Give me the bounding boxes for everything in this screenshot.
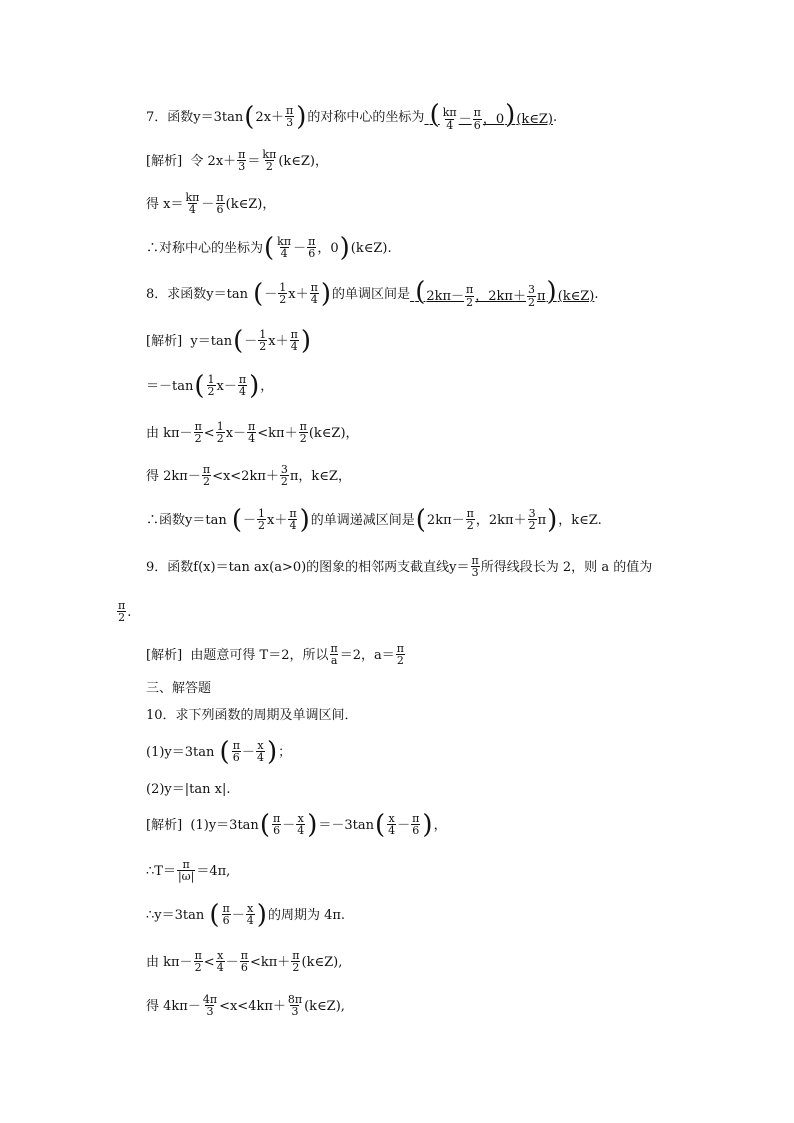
fraction	[290, 329, 299, 354]
q7-line	[146, 102, 557, 132]
q8-solution-line3	[146, 418, 359, 448]
answer-blank: ( $\frac{k\pi}{4}$ － $\frac{\pi}{6}$ ，0)(k∈Z)	[429, 100, 554, 132]
den: 3	[238, 160, 246, 174]
math: x＋	[268, 333, 289, 349]
num: π	[330, 641, 338, 655]
num: π	[248, 419, 256, 433]
den: 2	[118, 611, 126, 625]
fraction	[387, 813, 396, 838]
fraction	[202, 994, 218, 1019]
math: ，k∈Z.	[558, 512, 602, 528]
fraction	[471, 555, 480, 580]
math: ，0	[482, 112, 505, 128]
math: π	[537, 512, 547, 528]
fraction	[207, 374, 216, 399]
math: 2x＋	[255, 109, 285, 125]
fraction	[194, 421, 203, 446]
text: 由题意可得 T＝2，所以	[190, 647, 329, 663]
text: 函数f(x)＝tan ax(a>0)的图象的相邻两支截直线y＝	[167, 559, 470, 575]
den: 4	[246, 914, 254, 928]
fraction	[257, 508, 266, 533]
num: x	[388, 811, 395, 825]
fraction	[280, 464, 289, 489]
num: π	[289, 506, 297, 520]
math: (k∈Z),	[301, 954, 343, 970]
math: ，	[433, 817, 447, 833]
num: π	[118, 598, 126, 612]
math: y＝3tan	[193, 109, 244, 125]
fraction	[238, 374, 247, 399]
math: －	[243, 512, 257, 528]
fraction	[222, 903, 231, 928]
math: －	[293, 240, 307, 256]
fraction	[240, 950, 249, 975]
math: (k∈Z).	[350, 240, 392, 256]
fraction	[310, 282, 319, 307]
math: (k∈Z)	[516, 112, 554, 128]
math: <	[203, 425, 215, 441]
fraction	[232, 740, 241, 765]
math: ＝－3tan	[318, 817, 374, 833]
fraction	[307, 236, 316, 261]
text: 求函数y＝tan	[167, 286, 248, 302]
q7-solution-line3	[146, 233, 392, 263]
fraction	[296, 813, 305, 838]
den: 6	[216, 203, 224, 217]
num: π	[473, 106, 481, 120]
question-number: 9．	[146, 559, 168, 575]
num: π	[238, 147, 246, 161]
math: (k∈Z)	[225, 196, 263, 212]
math: (1)y＝3tan	[146, 744, 215, 760]
fraction	[396, 643, 405, 668]
fraction	[215, 192, 224, 217]
fraction	[216, 950, 225, 975]
q9-line1	[146, 552, 652, 582]
math: 得 2kπ－	[146, 468, 201, 484]
q10-solution-line4	[146, 947, 342, 977]
fraction	[330, 643, 339, 668]
math: 得 4kπ－	[146, 998, 201, 1014]
num: π	[194, 419, 202, 433]
section-title	[146, 673, 211, 703]
paren: )	[320, 279, 332, 309]
math: <x<2kπ＋	[212, 468, 279, 484]
question-number: 10．	[146, 707, 176, 723]
math: 由 kπ－	[146, 954, 193, 970]
fraction	[177, 859, 195, 884]
q9-solution	[146, 640, 406, 670]
num: x	[257, 738, 264, 752]
den: 6	[473, 118, 481, 132]
math: －	[244, 333, 258, 349]
math: ＝2，a＝	[339, 647, 395, 663]
num: 3	[280, 462, 288, 476]
text: ∴对称中心的坐标为	[146, 240, 264, 256]
num: 1	[258, 506, 266, 520]
den: 6	[222, 914, 230, 928]
fraction	[299, 421, 308, 446]
den: 2	[194, 432, 202, 446]
fraction	[256, 740, 265, 765]
den: a	[330, 654, 338, 668]
num: π	[216, 190, 224, 204]
den: 2	[265, 160, 273, 174]
num: 4π	[202, 992, 218, 1006]
text: 的单调区间是	[332, 286, 411, 302]
math: －	[225, 954, 239, 970]
paren: (	[264, 233, 275, 263]
num: π	[292, 948, 300, 962]
num: 1	[279, 280, 287, 294]
num: π	[466, 283, 474, 297]
paren: )	[249, 371, 260, 401]
math: x＋	[288, 286, 309, 302]
math: ，2kπ＋	[475, 289, 526, 305]
num: π	[286, 103, 294, 117]
num: π	[194, 948, 202, 962]
paren: (	[244, 102, 255, 132]
num: 8π	[287, 992, 303, 1006]
num: π	[310, 280, 318, 294]
answer-blank: (2kπ－ $\frac{\pi}{2}$ ，2kπ＋ $\frac{3}{2}$ π)(k∈Z)	[415, 277, 595, 309]
q8-solution-line4	[146, 461, 351, 491]
text: 函数	[167, 109, 194, 125]
num: π	[240, 948, 248, 962]
math: ，	[260, 378, 274, 394]
paren: (	[259, 810, 270, 840]
fraction	[261, 149, 277, 174]
num: π	[202, 462, 211, 476]
fraction	[202, 464, 211, 489]
den: 4	[238, 385, 246, 399]
math: ∴T＝	[146, 863, 176, 879]
den: 4	[290, 340, 298, 354]
den: 2	[279, 293, 287, 307]
num: π	[299, 419, 307, 433]
text: .	[594, 286, 599, 302]
math: (k∈Z),	[304, 998, 345, 1014]
math: x－	[225, 425, 247, 441]
den: 2	[466, 519, 474, 533]
math: －	[264, 286, 278, 302]
den: 3	[206, 1005, 214, 1019]
num: π	[308, 234, 316, 248]
paren: )	[339, 233, 350, 263]
den: 6	[412, 824, 420, 838]
den: 2	[280, 475, 288, 489]
question-number: 8．	[146, 286, 168, 302]
math: ，2kπ＋	[475, 512, 527, 528]
fraction	[247, 421, 256, 446]
den: 2	[466, 295, 474, 309]
paren: (	[253, 279, 264, 309]
num: π	[232, 738, 240, 752]
num: kπ	[277, 234, 292, 248]
fraction	[278, 282, 287, 307]
math: x＋	[267, 512, 288, 528]
math: ，0	[317, 240, 339, 256]
den: 3	[291, 1005, 299, 1019]
fraction	[237, 149, 246, 174]
solution-label: [解析]	[146, 333, 183, 349]
den: 4	[289, 519, 297, 533]
paren: )	[422, 810, 433, 840]
fraction	[276, 236, 292, 261]
den: 6	[308, 247, 316, 261]
text: 的对称中心的坐标为	[307, 109, 425, 125]
num: 1	[216, 419, 224, 433]
fraction	[246, 903, 255, 928]
math: 2kπ－	[426, 289, 465, 305]
math: y＝tan	[190, 333, 233, 349]
num: x	[217, 948, 224, 962]
paren: )	[299, 505, 310, 535]
paren: (	[209, 900, 220, 930]
math: x－	[216, 378, 237, 394]
solution-label: [解析]	[146, 817, 183, 833]
q10-part2	[146, 774, 230, 804]
solution-label: [解析]	[146, 153, 183, 169]
den: 4	[280, 247, 288, 261]
fraction	[216, 421, 225, 446]
paren: (	[233, 326, 244, 356]
paren: )	[300, 326, 312, 356]
text: 的单调递减区间是	[310, 512, 415, 528]
fraction	[184, 192, 200, 217]
fraction	[288, 508, 297, 533]
paren: )	[307, 810, 318, 840]
den: 4	[388, 824, 396, 838]
num: π	[290, 327, 298, 341]
num: 3	[527, 283, 535, 297]
den: 2	[528, 519, 536, 533]
num: kπ	[262, 147, 277, 161]
num: 3	[528, 506, 536, 520]
den: 6	[273, 824, 281, 838]
num: π	[238, 372, 247, 386]
num: x	[247, 901, 254, 915]
math: (k∈Z)	[278, 153, 316, 169]
paren: (	[415, 505, 426, 535]
text: .	[553, 109, 558, 125]
solution-label: [解析]	[146, 647, 183, 663]
q10-solution-line1: [解析] (1)y＝3tan ( $\frac{\pi}{6}$ － $\frac{x}{4}$ ) ＝－3tan ( $\frac{x}{4}$ － $\frac{\pi}{6}$ ) ，	[146, 810, 447, 840]
den: 4	[188, 203, 196, 217]
math: ∴函数y＝tan	[146, 512, 227, 528]
math: －	[201, 196, 215, 212]
math: 令 2x＋	[190, 153, 237, 169]
math: π	[536, 289, 546, 305]
den: 2	[216, 432, 224, 446]
math: (2)y＝|tan x|.	[146, 781, 231, 797]
math: ＝－tan	[146, 378, 194, 394]
q10-solution-line5	[146, 991, 345, 1021]
num: π	[466, 506, 474, 520]
math: <kπ＋	[257, 425, 298, 441]
math: <	[203, 954, 215, 970]
paren: )	[266, 737, 278, 767]
den: 2	[299, 432, 307, 446]
text: 求下列函数的周期及单调区间．	[175, 707, 358, 723]
den: 2	[292, 961, 300, 975]
math: ＝4π,	[196, 863, 231, 879]
paren: (	[194, 371, 205, 401]
answer-fraction	[117, 600, 126, 625]
num: 1	[259, 327, 267, 341]
den: 3	[471, 566, 479, 580]
den: 4	[310, 293, 318, 307]
fraction	[411, 813, 420, 838]
num: π	[272, 811, 281, 825]
q8-line	[146, 279, 599, 309]
math: (1)y＝3tan	[190, 817, 259, 833]
den: 2	[194, 961, 202, 975]
den: 2	[202, 475, 210, 489]
math: 由 kπ－	[146, 425, 193, 441]
den: 6	[240, 961, 248, 975]
q9-line2	[116, 597, 131, 627]
math: (k∈Z)，	[308, 425, 359, 441]
paren: (	[375, 810, 386, 840]
q7-solution-line2: 得 x＝ $\frac{k\pi}{4}$ － $\frac{\pi}{6}$ (k∈Z) ，	[146, 190, 276, 217]
den: 2	[396, 654, 404, 668]
math: ；	[278, 744, 292, 760]
text: .	[127, 604, 132, 620]
math: <kπ＋	[249, 954, 291, 970]
q7-solution-line1: [解析] 令 2x＋ $\frac{\pi}{3}$ ＝ $\frac{k\pi}{2}$ (k∈Z) ，	[146, 147, 329, 174]
den: 6	[232, 751, 240, 765]
paren: )	[547, 505, 558, 535]
paren: (	[219, 737, 230, 767]
math: π，k∈Z，	[289, 468, 351, 484]
num: kπ	[185, 190, 200, 204]
q8-solution-line2	[146, 371, 273, 401]
paren: )	[296, 102, 307, 132]
fraction	[466, 508, 475, 533]
fraction	[287, 994, 303, 1019]
den: 2	[258, 519, 266, 533]
fraction	[291, 950, 300, 975]
q10-solution-line2	[146, 856, 230, 886]
q8-solution-line1	[146, 326, 312, 356]
den: 4	[248, 432, 256, 446]
num: π	[471, 553, 479, 567]
paren: )	[256, 900, 267, 930]
num: π	[412, 811, 420, 825]
q8-solution-line5	[146, 505, 602, 535]
math: ＝	[247, 153, 261, 169]
den: 4	[446, 118, 454, 132]
fraction	[528, 508, 537, 533]
num: 1	[207, 372, 215, 386]
den: |ω|	[177, 870, 195, 884]
fraction	[285, 105, 294, 130]
math: 2kπ－	[426, 512, 465, 528]
num: π	[182, 857, 190, 871]
q10-part1: (1)y＝3tan ( $\frac{\pi}{6}$ － $\frac{x}{4}$ ) ；	[146, 737, 292, 767]
math: <x<4kπ＋	[219, 998, 286, 1014]
math: (k∈Z)	[557, 289, 595, 305]
math: ∴y＝3tan	[146, 907, 205, 923]
den: 2	[259, 340, 267, 354]
den: 2	[207, 385, 215, 399]
text: 的周期为 4π.	[267, 907, 346, 923]
q10-solution-line3: ∴y＝3tan ( $\frac{\pi}{6}$ － $\frac{x}{4}$ ) 的周期为 4π.	[146, 900, 346, 930]
den: 4	[256, 751, 264, 765]
fraction	[258, 329, 267, 354]
den: 4	[216, 961, 224, 975]
num: π	[222, 901, 230, 915]
math: 得 x＝	[146, 196, 184, 212]
paren: (	[231, 505, 242, 535]
text: 所得线段长为 2，则 a 的值为	[480, 559, 653, 575]
num: kπ	[442, 106, 457, 120]
question-number: 7．	[146, 109, 168, 125]
num: x	[297, 811, 304, 825]
heading: 三、解答题	[146, 680, 212, 696]
num: π	[396, 641, 404, 655]
den: 2	[527, 295, 535, 309]
q10-line	[146, 700, 358, 730]
fraction	[194, 950, 203, 975]
fraction	[272, 813, 281, 838]
den: 3	[286, 116, 294, 130]
den: 4	[297, 824, 305, 838]
